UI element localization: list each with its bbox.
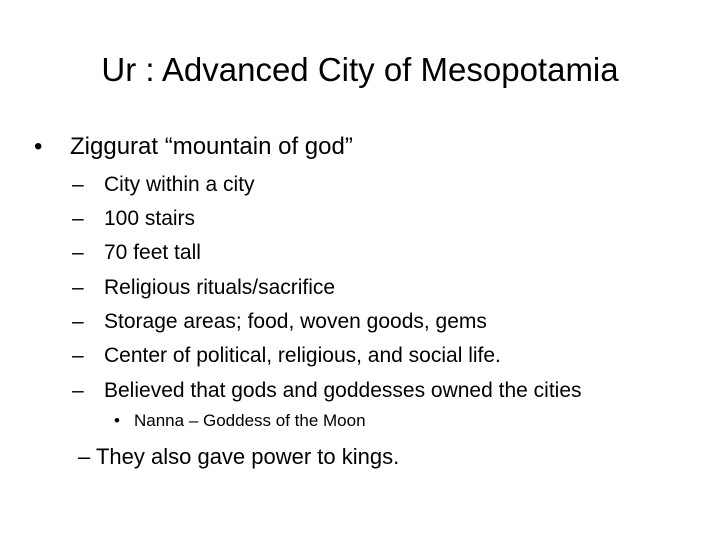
bullet-icon: • [114,411,120,430]
sub-point [72,342,501,370]
sub-point-text: 70 feet tall [104,241,201,264]
final-point-text: They also gave power to kings. [95,444,400,469]
sub-point [72,171,255,199]
slide-title: Ur : Advanced City of Mesopotamia [101,51,619,88]
sub-point-text: Believed that gods and goddesses owned the cities [104,379,582,402]
sub-point [72,239,201,267]
sub-sub-point [114,409,366,433]
sub-point [72,205,195,233]
final-point [78,442,399,472]
sub-point-text: Religious rituals/sacrifice [104,276,336,299]
sub-point [72,377,582,405]
sub-point [72,274,335,302]
main-bullet-point [34,131,353,163]
sub-point-text: 100 stairs [104,207,196,230]
sub-point-text: Center of political, religious, and social life. [104,344,501,367]
dash-icon: – [72,241,84,264]
dash-icon: – [72,379,84,402]
sub-point [72,308,487,336]
dash-icon: – [72,276,84,299]
dash-icon: – [72,310,84,333]
main-point-text: Ziggurat “mountain of god” [70,133,353,160]
dash-icon: – [72,173,84,196]
dash-icon: – [72,344,84,367]
sub-point-text: City within a city [104,173,255,196]
dash-icon: – [72,207,84,230]
sub-sub-point-text: Nanna – Goddess of the Moon [134,411,366,430]
bullet-icon: • [34,133,43,160]
dash-icon: – [78,444,91,469]
sub-point-text: Storage areas; food, woven goods, gems [104,310,487,333]
